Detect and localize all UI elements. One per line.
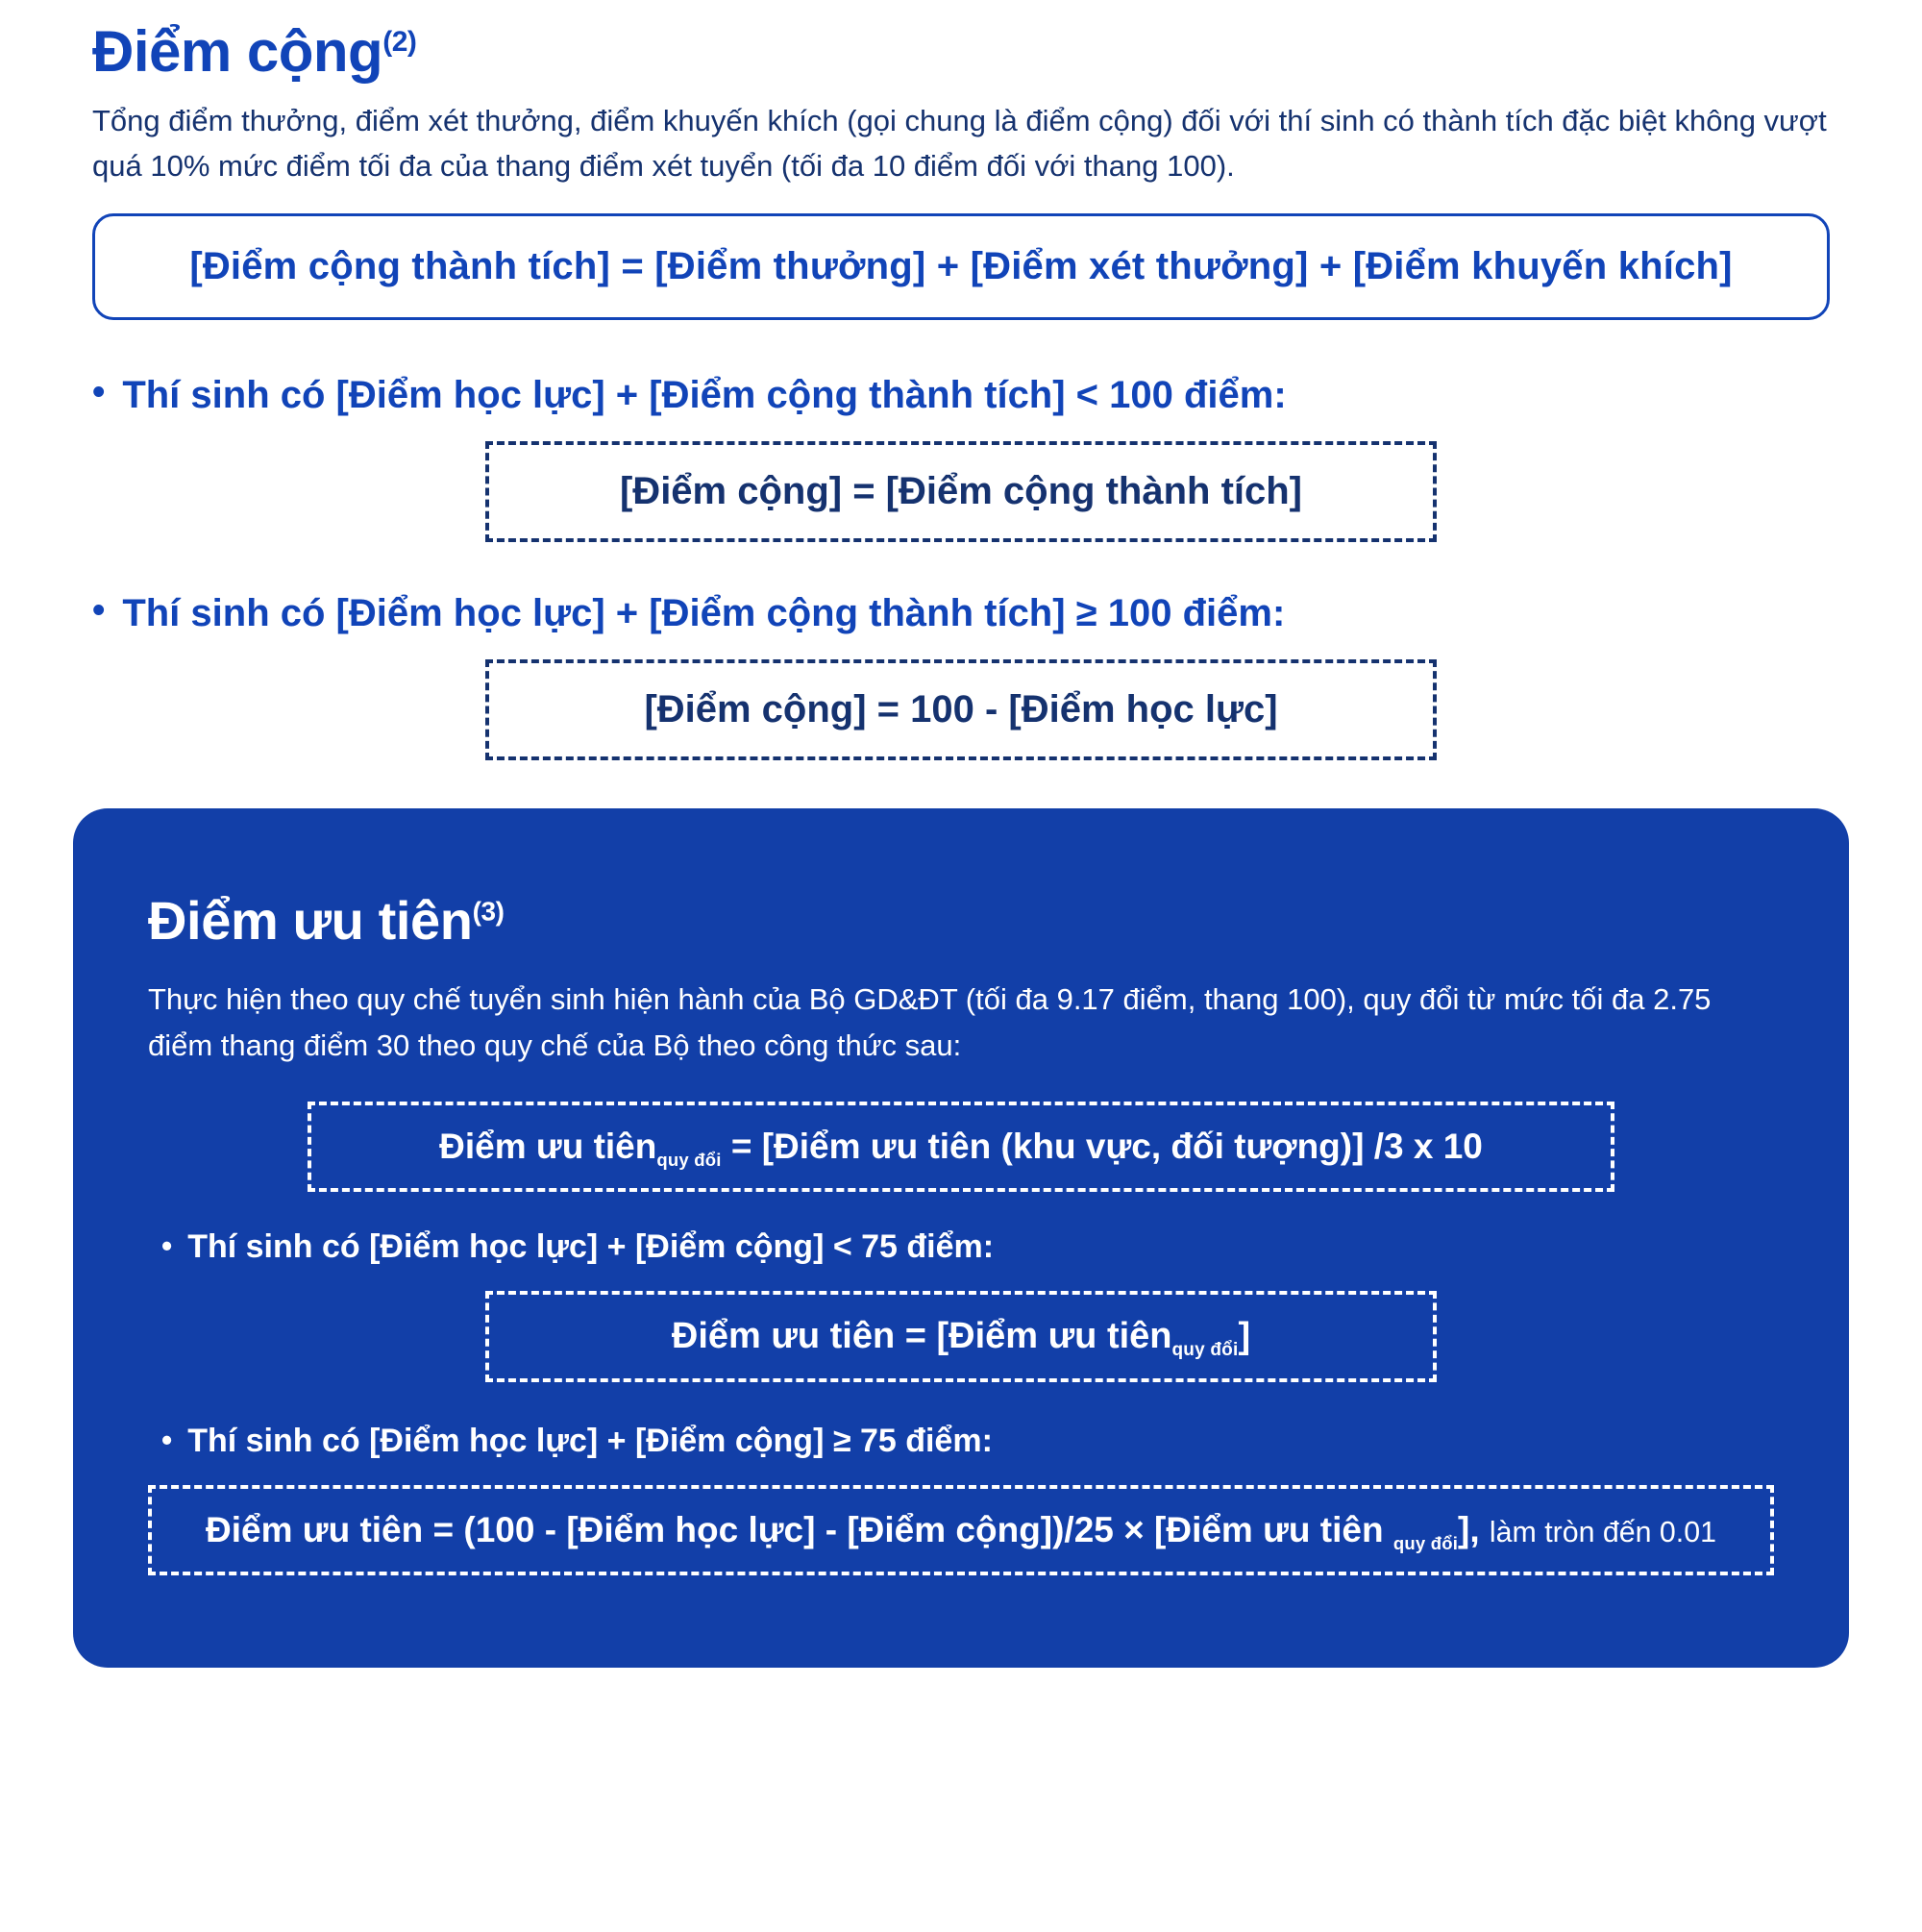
priority-intro-paragraph: Thực hiện theo quy chế tuyển sinh hiện hành của Bộ GD&ĐT (tối đa 9.17 điểm, thang 100), quy đổi từ mức tối đa 2.75 điểm thang điểm 30 theo quy chế của Bộ theo công thức sau:	[148, 982, 1712, 1063]
bonus-case1-label: Thí sinh có [Điểm học lực] + [Điểm cộng thành tích] < 100 điểm:	[122, 374, 1287, 416]
formula-subscript: quy đổi	[1392, 1532, 1459, 1553]
formula-subscript: quy đổi	[1171, 1340, 1239, 1361]
bonus-intro-paragraph: Tổng điểm thưởng, điểm xét thưởng, điểm khuyến khích (gọi chung là điểm cộng) đối với thí sinh có thành tích đặc biệt không vượt quá 10% mức điểm tối đa của thang điểm xét tuyển (tối đa 10 điểm đối với thang 100).	[92, 104, 1827, 183]
formula-rest: = [Điểm ưu tiên (khu vực, đối tượng)] /3 x 10	[730, 1127, 1483, 1167]
section-priority-score	[73, 808, 1849, 1668]
priority-case1-formula	[485, 1291, 1437, 1382]
page-title	[92, 21, 1830, 82]
priority-case1-bullet	[161, 1228, 1774, 1266]
priority-conversion-formula	[308, 1102, 1614, 1192]
priority-case2-formula	[148, 1485, 1774, 1575]
formula-rest: ]	[1238, 1316, 1251, 1357]
bullet-dot-icon: •	[161, 1423, 173, 1458]
bullet-dot-icon: •	[92, 372, 106, 412]
formula-tail-note: làm tròn đến 0.01	[1489, 1517, 1716, 1549]
priority-title-text: Điểm ưu tiên	[148, 890, 473, 951]
section-bonus-score	[0, 0, 1922, 760]
bonus-main-formula: [Điểm cộng thành tích] = [Điểm thưởng] + [Điểm xét thưởng] + [Điểm khuyến khích]	[92, 213, 1830, 320]
priority-case1-label: Thí sinh có [Điểm học lực] + [Điểm cộng] < 75 điểm:	[187, 1228, 995, 1266]
formula-lead: Điểm ưu tiên = [Điểm ưu tiên	[671, 1316, 1172, 1357]
formula-subscript: quy đổi	[656, 1149, 722, 1170]
bullet-dot-icon: •	[161, 1228, 173, 1264]
priority-case2-label: Thí sinh có [Điểm học lực] + [Điểm cộng] ≥ 75 điểm:	[187, 1423, 993, 1460]
page-title-superscript: (2)	[382, 26, 417, 58]
formula-lead: Điểm ưu tiên = (100 - [Điểm học lực] - [Điểm cộng])/25 × [Điểm ưu tiên	[206, 1510, 1393, 1550]
formula-rest: ],	[1458, 1510, 1490, 1550]
priority-case2-bullet	[161, 1423, 1774, 1460]
bonus-case2-formula: [Điểm cộng] = 100 - [Điểm học lực]	[485, 659, 1437, 760]
bullet-dot-icon: •	[92, 590, 106, 631]
bonus-case2-label: Thí sinh có [Điểm học lực] + [Điểm cộng thành tích] ≥ 100 điểm:	[122, 592, 1286, 634]
page-title-text: Điểm cộng	[92, 19, 383, 84]
formula-lead: Điểm ưu tiên	[439, 1127, 657, 1167]
priority-title	[148, 889, 1774, 952]
priority-title-superscript: (3)	[472, 896, 505, 927]
bonus-case2-bullet	[92, 590, 1830, 636]
bonus-case1-bullet	[92, 372, 1830, 418]
bonus-case1-formula: [Điểm cộng] = [Điểm cộng thành tích]	[485, 441, 1437, 542]
